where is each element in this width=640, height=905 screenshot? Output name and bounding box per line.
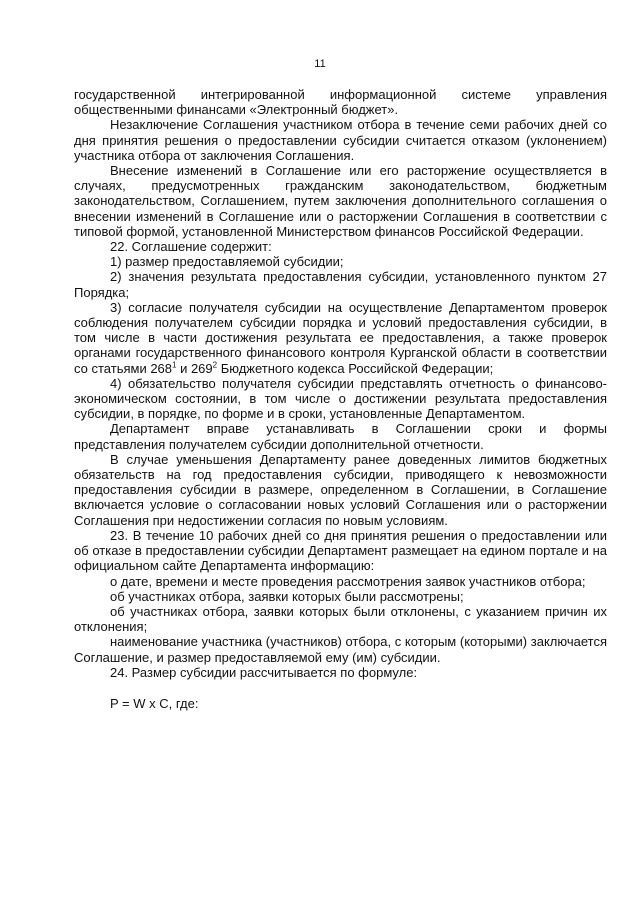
paragraph-info-recipient: наименование участника (участников) отбора, с которым (которыми) заключается Соглашение, и размер предоставляемой ему (им) субсидии. <box>74 634 607 665</box>
spacer <box>74 680 607 696</box>
document-body <box>74 87 607 711</box>
paragraph-continuation: государственной интегрированной информационной системе управления общественными финансами «Электронный бюджет». <box>74 87 607 118</box>
list-item-3-text-b: и 269 <box>176 360 213 376</box>
superscript-1: 1 <box>172 360 177 370</box>
paragraph-section-22: 22. Соглашение содержит: <box>110 239 272 255</box>
paragraph-agreement-refusal: Незаключение Соглашения участником отбора в течение семи рабочих дней со дня принятия решения о предоставлении субсидии считается отказом (уклонением) участника отбора от заключения Соглашения. <box>74 117 607 163</box>
paragraph-info-considered: об участниках отбора, заявки которых были рассмотрены; <box>110 588 464 604</box>
page-number: 11 <box>314 58 326 70</box>
list-item-3 <box>74 300 607 376</box>
paragraph-info-rejected: об участниках отбора, заявки которых были отклонены, с указанием причин их отклонения; <box>74 603 607 635</box>
list-item-4: 4) обязательство получателя субсидии представлять отчетность о финансово-экономическом состоянии, в том числе о достижении результата предоставления субсидии, в порядке, по форме и в сроки, установленные Департаментом. <box>74 375 607 422</box>
formula: P = W x C, где: <box>110 695 199 711</box>
list-item-1: 1) размер предоставляемой субсидии; <box>110 254 344 270</box>
paragraph-section-23: 23. В течение 10 рабочих дней со дня принятия решения о предоставлении или об отказе в предоставлении субсидии Департамент размещает на едином портале и на официальном сайте Департамента информацию: <box>74 527 607 574</box>
paragraph-limits-reduction: В случае уменьшения Департаменту ранее доведенных лимитов бюджетных обязательств на год предоставления субсидии, приводящего к невозможности предоставления субсидии в размере, определенном в Соглашении, в Соглашение включается условие о согласовании новых условий Соглашения или о расторжении Соглашения при недостижении согласия по новым условиям. <box>74 451 607 528</box>
list-item-3-text-c: Бюджетного кодекса Российской Федерации; <box>217 360 494 376</box>
list-item-3-text-a: 3) согласие получателя субсидии на осуществление Департаментом проверок соблюдения получателем субсидии порядка и условий предоставления субсидии, в том числе в части достижения результата ее предоставления, а также проверок органами государственного финансового контроля Курганской области в соответствии со статьями 268 <box>74 299 607 376</box>
superscript-2: 2 <box>212 360 218 370</box>
paragraph-additional-reporting: Департамент вправе устанавливать в Соглашении сроки и формы представления получателем субсидии дополнительной отчетности. <box>74 421 607 452</box>
paragraph-info-date: о дате, времени и месте проведения рассмотрения заявок участников отбора; <box>110 573 586 589</box>
paragraph-agreement-changes: Внесение изменений в Соглашение или его расторжение осуществляется в случаях, предусмотренных гражданским законодательством, бюджетным законодательством, Соглашением, путем заключения дополнительного соглашения о внесении изменений в Соглашение или о расторжении Соглашения в соответствии с типовой формой, установленной Министерством финансов Российской Федерации. <box>74 163 607 239</box>
list-item-2: 2) значения результата предоставления субсидии, установленного пунктом 27 Порядка; <box>74 269 607 300</box>
paragraph-section-24: 24. Размер субсидии рассчитывается по формуле: <box>110 664 418 680</box>
